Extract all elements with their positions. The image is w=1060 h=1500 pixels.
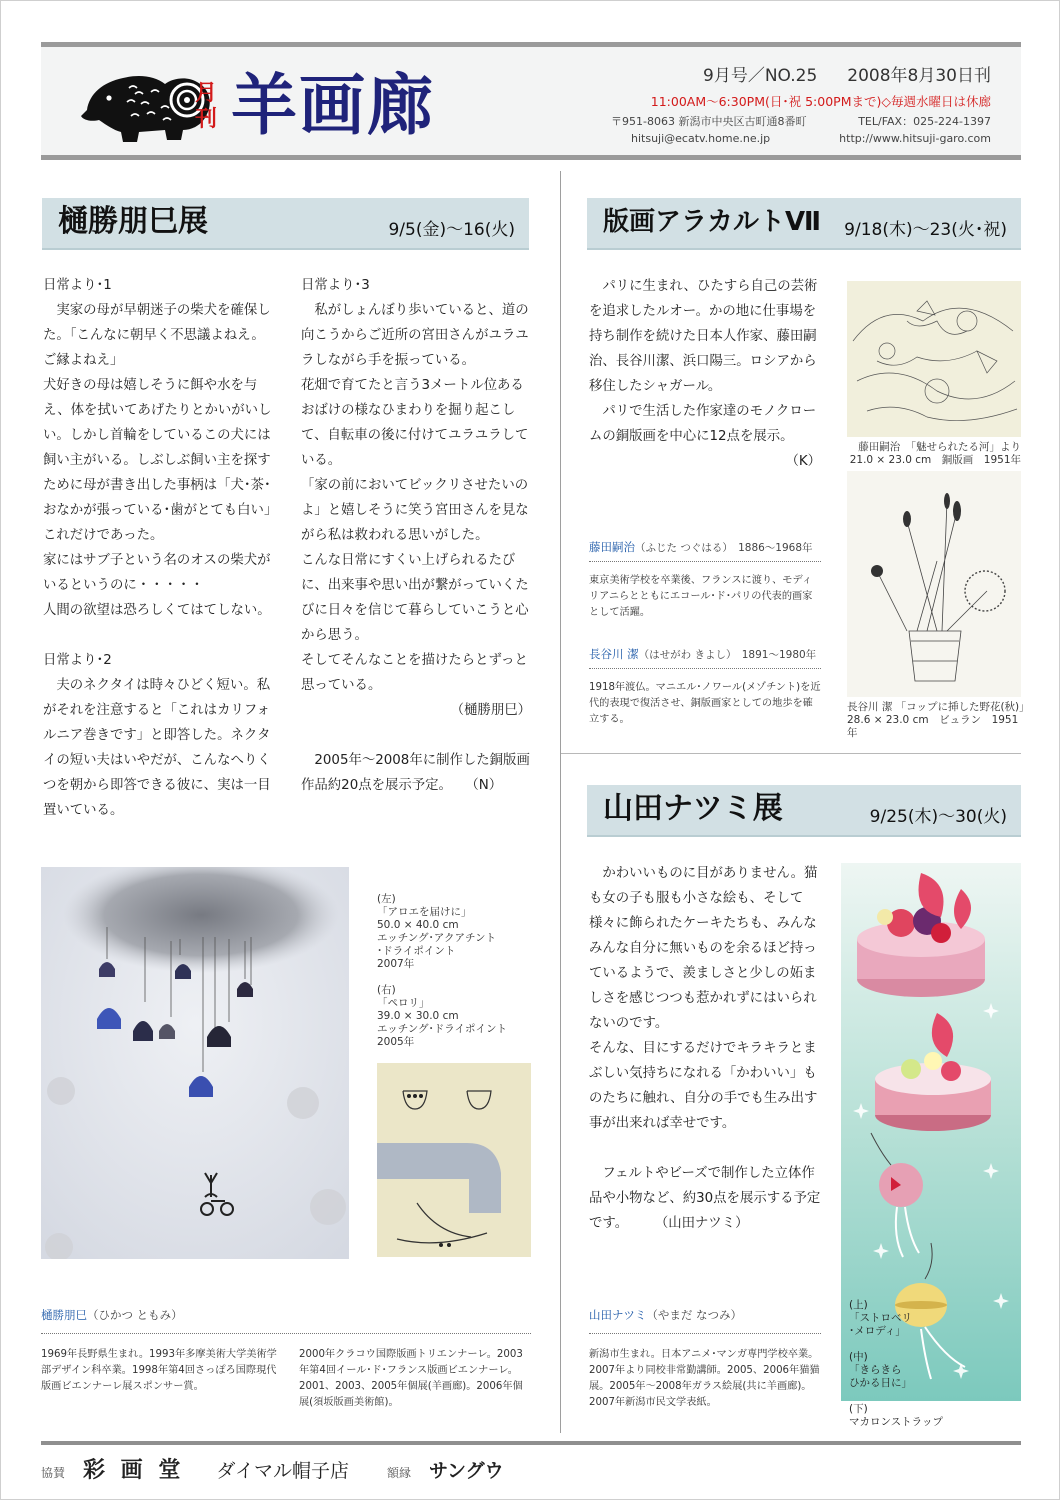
caption-line: 2005年 — [377, 1036, 415, 1048]
artwork-caption-title: 藤田嗣治 「魅せられたる河」より — [858, 441, 1021, 453]
caption-line: 50.0 × 40.0 cm — [377, 919, 459, 931]
section-heading-hanga — [587, 198, 1021, 250]
caption-line: (中) — [849, 1351, 868, 1363]
email-link[interactable]: hitsuji@ecatv.home.ne.jp — [631, 132, 771, 145]
column-divider — [560, 171, 561, 1433]
caption-line: エッチング･アクアチント — [377, 932, 496, 944]
section-heading-yamada — [587, 785, 1021, 837]
section-title: 版画アラカルトⅦ — [603, 207, 822, 237]
section-date: 9/25(木)〜30(火) — [869, 807, 1007, 827]
artwork-caption-detail: 21.0 × 23.0 cm 銅版画 1951年 — [849, 454, 1021, 466]
postal-address: 〒951-8063 新潟市中央区古町通8番町 — [611, 115, 807, 128]
caption-line: ひかる日に」 — [849, 1377, 912, 1389]
logo-monthly: 月刊 — [195, 81, 218, 132]
dotted-rule — [41, 1333, 531, 1334]
essay-paragraph: 家にはサブ子という名のオスの柴犬がいるというのに・・・・・ — [43, 553, 271, 593]
sponsors — [41, 1453, 1021, 1484]
caption-line: (上) — [849, 1299, 868, 1311]
masthead — [41, 42, 1021, 160]
issue-number: 9月号／NO.25 — [703, 66, 818, 86]
artist-bio: 新潟市生まれ。日本アニメ･マンガ専門学校卒業。2007年より同校非常勤講師。2005、2006年猫猫展。2005年〜2008年ガラス絵展(共に羊画廊)。2007年新潟市民文学表紙。 — [589, 1349, 820, 1408]
essay-paragraph: こんな日常にすくい上げられるたびに、出来事や思い出が繋がっていくたびに日々を信じて暮らしていこうと心から思う。 — [301, 553, 529, 643]
caption-line: 39.0 × 30.0 cm — [377, 1010, 459, 1022]
artwork-hasegawa-image — [847, 471, 1021, 697]
artist-bio-name: 藤田嗣治（ふじた つぐはる） 1886〜1968年 — [589, 540, 813, 554]
description-paragraph: そんな、目にするだけでキラキラとまぶしい気持ちになれる「かわいい」ものたちに触れ、自分の手でも生み出す事が出来れば幸せです。 — [589, 1041, 818, 1131]
section-date: 9/18(木)〜23(火･祝) — [844, 220, 1007, 240]
essay-column-left — [43, 273, 275, 823]
section-heading-hikatsu — [42, 198, 529, 250]
essay-paragraph: 私がしょんぼり歩いていると、道の向こうからご近所の宮田さんがユラユラしながら手を振っている。 — [301, 303, 529, 368]
description-paragraph: かわいいものに目がありません。猫も女の子も服も小さな絵も、そして様々に飾られたケーキたちも、みんなみんな自分に無いものを余るほど持っているようで、羨ましさと少しの妬ましさを感じつつも惹かれずにはいられないのです。 — [589, 866, 818, 1031]
dotted-rule — [589, 668, 821, 669]
exhibition-description — [589, 274, 821, 474]
section-divider — [561, 753, 1021, 754]
artist-bio-name: 長谷川 潔（はせがわ きよし） 1891〜1980年 — [589, 647, 817, 661]
artwork-fujita-image — [847, 281, 1021, 437]
caption-line — [849, 1390, 949, 1403]
sponsor-saigado: 彩 画 堂 — [83, 1457, 185, 1483]
opening-hours: 11:00AM〜6:30PM(日･祝 5:00PMまで)◇毎週水曜日は休廊 — [650, 94, 991, 109]
dotted-rule — [589, 561, 821, 562]
sponsor-sangu: サングウ — [428, 1460, 504, 1482]
section-title: 山田ナツミ展 — [603, 791, 783, 826]
artist-bio-name: 樋勝朋巳（ひかつ ともみ） — [41, 1308, 183, 1322]
artwork-perori-image — [377, 1063, 531, 1257]
artist-bio-name: 山田ナツミ（やまだ なつみ） — [589, 1308, 743, 1322]
essay-paragraph: 「家の前においてビックリさせたいのよ」と嬉しそうに笑う宮田さんを見ながら私は救われる思いがした。 — [301, 478, 529, 543]
caption-line: 「アロエを届けに」 — [377, 906, 472, 918]
description-paragraph — [589, 1136, 821, 1161]
essay-paragraph: （樋勝朋巳） — [450, 703, 531, 718]
essay-paragraph: そしてそんなことを描けたらとずっと思っている。 — [301, 653, 528, 693]
artist-bio: 東京美術学校を卒業後、フランスに渡り、モディリアニらとともにエコール･ド･パリの代表的画家として活躍。 — [589, 575, 813, 618]
essay-paragraph: 実家の母が早朝迷子の柴犬を確保した。「こんなに朝早く不思議よねえ。ご縁よねえ」 — [43, 303, 271, 368]
caption-line: (右) — [377, 984, 396, 996]
caption-line: エッチング･ドライポイント — [377, 1023, 507, 1035]
caption-line: (下) — [849, 1403, 868, 1415]
caption-line: 「ペロリ」 — [377, 997, 430, 1009]
essay-paragraph: 2005年〜2008年に制作した銅版画作品約20点を展示予定。 （N） — [301, 753, 530, 793]
section-title: 樋勝朋巳展 — [58, 204, 208, 239]
section-date: 9/5(金)〜16(火) — [388, 220, 515, 240]
essay-column-right — [301, 273, 531, 798]
phone-fax: TEL/FAX：025-224-1397 — [858, 115, 991, 128]
description-paragraph: フェルトやビーズで制作した立体作品や小物など、約30点を展示する予定です。 （山田ナツミ） — [589, 1166, 821, 1231]
essay-paragraph: 日常より･3 — [301, 278, 370, 293]
description-paragraph: パリに生まれ、ひたすら自己の芸術を追求したルオー。かの地に仕事場を持ち制作を続けた日本人作家、藤田嗣治、長谷川潔、浜口陽三。ロシアから移住したシャガール。 — [589, 279, 818, 394]
artwork-caption — [849, 1299, 949, 1429]
artwork-caption-title: 長谷川 潔 「コップに挿した野花(秋)」 — [847, 701, 1030, 713]
caption-line — [377, 971, 517, 984]
publish-date: 2008年8月30日刊 — [847, 66, 991, 86]
sponsor-daimaru: ダイマル帽子店 — [216, 1460, 349, 1482]
caption-line: ･ドライポイント — [377, 945, 456, 957]
artwork-caption — [377, 893, 517, 1049]
artist-bio-right: 2000年クラコウ国際版画トリエンナーレ。2003年第4回イール･ド･フランス版画ビエンナーレ。2001、2003、2005年個展(羊画廊)。2006年個展(須坂版画美術館)。 — [299, 1349, 523, 1408]
essay-paragraph: 日常より･1 — [43, 278, 112, 293]
description-paragraph: （K） — [785, 454, 821, 469]
caption-line: (左) — [377, 893, 396, 905]
caption-line: 「ストロベリ — [849, 1312, 912, 1324]
caption-line: 2007年 — [377, 958, 415, 970]
dotted-rule — [589, 1333, 821, 1334]
essay-paragraph — [301, 723, 531, 748]
caption-line: 「きらきら — [849, 1364, 902, 1376]
artist-bio: 1918年渡仏。マニエル･ノワール(メゾチント)を近代的表現で復活させ、銅版画家としての地歩を確立する。 — [589, 682, 821, 725]
essay-paragraph: 犬好きの母は嬉しそうに餌や水を与え、体を拭いてあげたりとかいがいしい。しかし首輪をしているこの犬には飼い主がいる。しぶしぶ飼い主を探すために母が書き出した事柄は「犬･茶･おなかが張っている･歯がとても白い」これだけであった。 — [43, 378, 272, 543]
essay-paragraph — [43, 623, 275, 648]
exhibition-description — [589, 861, 821, 1236]
artwork-caption-detail: 28.6 × 23.0 cm ビュラン 1951年 — [847, 714, 1019, 739]
essay-paragraph: 花畑で育てたと言う3メートル位あるおばけの様なひまわりを掘り起こして、自転車の後に付けてユラユラしている。 — [301, 378, 529, 468]
footer-rule — [41, 1441, 1021, 1445]
essay-paragraph: 人間の欲望は恐ろしくてはてしない。 — [43, 603, 271, 618]
caption-line: ･メロディ」 — [849, 1325, 906, 1337]
caption-line: マカロンストラップ — [849, 1416, 943, 1428]
sponsor-label: 協賛 — [41, 1466, 66, 1480]
description-paragraph: パリで生活した作家達のモノクロームの銅版画を中心に12点を展示。 — [589, 404, 817, 444]
caption-line — [849, 1338, 949, 1351]
website-link[interactable]: http://www.hitsuji-garo.com — [839, 132, 991, 145]
essay-paragraph: 夫のネクタイは時々ひどく短い。私がそれを注意すると「これはカリフォルニア巻きです」と即答した。ネクタイの短い夫はいやだが、こんなへりくつを朝から即答できる彼に、実は一目置いている。 — [43, 678, 271, 818]
essay-paragraph: 日常より･2 — [43, 653, 112, 668]
artwork-aloe-image — [41, 867, 349, 1259]
artist-bio-left: 1969年長野県生まれ。1993年多摩美術大学美術学部デザイン科卒業。1998年第4回さっぽろ国際現代版画ビエンナーレ展スポンサー賞。 — [41, 1349, 277, 1392]
frame-label: 額縁 — [386, 1466, 411, 1480]
header-info — [571, 61, 991, 145]
logo-title: 羊画廊 — [231, 66, 435, 144]
